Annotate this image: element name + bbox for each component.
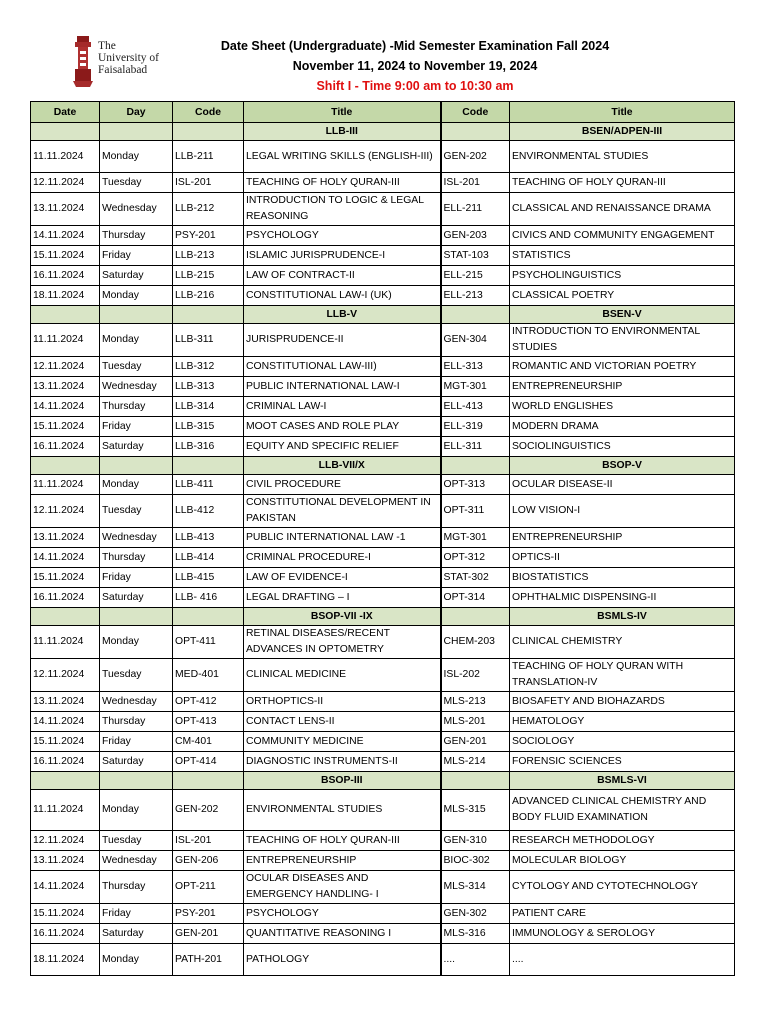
exam-day: Monday xyxy=(100,626,173,659)
course-code-right: MGT-301 xyxy=(441,377,510,397)
section-blank-cell xyxy=(441,608,510,626)
course-code-right: MGT-301 xyxy=(441,528,510,548)
exam-day: Wednesday xyxy=(100,851,173,871)
section-blank-cell xyxy=(31,123,100,141)
section-program-left: LLB-V xyxy=(244,306,441,324)
course-code: OPT-412 xyxy=(173,692,244,712)
exam-day: Monday xyxy=(100,475,173,495)
table-row xyxy=(31,752,735,772)
section-blank-cell xyxy=(100,608,173,626)
table-header-row xyxy=(31,102,735,123)
exam-day: Monday xyxy=(100,141,173,173)
course-title-right: BIOSTATISTICS xyxy=(510,568,735,588)
course-code-right: STAT-103 xyxy=(441,246,510,266)
course-code-right: MLS-213 xyxy=(441,692,510,712)
exam-date: 16.11.2024 xyxy=(31,752,100,772)
university-logo xyxy=(70,34,180,90)
course-title: ENVIRONMENTAL STUDIES xyxy=(244,790,441,831)
course-title-right: WORLD ENGLISHES xyxy=(510,397,735,417)
course-code: LLB-412 xyxy=(173,495,244,528)
table-row xyxy=(31,851,735,871)
section-blank-cell xyxy=(31,457,100,475)
exam-date: 15.11.2024 xyxy=(31,904,100,924)
course-title: LAW OF CONTRACT-II xyxy=(244,266,441,286)
exam-day: Wednesday xyxy=(100,692,173,712)
course-code: PSY-201 xyxy=(173,226,244,246)
section-blank-cell xyxy=(100,123,173,141)
exam-date: 13.11.2024 xyxy=(31,692,100,712)
course-title-right: OPTICS-II xyxy=(510,548,735,568)
course-code: LLB-415 xyxy=(173,568,244,588)
course-title-right: IMMUNOLOGY & SEROLOGY xyxy=(510,924,735,944)
exam-date: 13.11.2024 xyxy=(31,528,100,548)
exam-date: 11.11.2024 xyxy=(31,790,100,831)
exam-date: 13.11.2024 xyxy=(31,851,100,871)
exam-day: Saturday xyxy=(100,266,173,286)
table-row xyxy=(31,357,735,377)
exam-day: Monday xyxy=(100,790,173,831)
course-code-right: ELL-211 xyxy=(441,193,510,226)
section-program-left: BSOP-III xyxy=(244,772,441,790)
course-code-right: GEN-310 xyxy=(441,831,510,851)
exam-date: 11.11.2024 xyxy=(31,626,100,659)
table-body xyxy=(31,123,735,976)
shift-label: Shift I - Time 9:00 am to 10:30 am xyxy=(316,79,514,93)
exam-date: 18.11.2024 xyxy=(31,286,100,306)
course-code-right: ELL-413 xyxy=(441,397,510,417)
course-code: GEN-201 xyxy=(173,924,244,944)
exam-date: 11.11.2024 xyxy=(31,141,100,173)
course-title: CONTACT LENS-II xyxy=(244,712,441,732)
table-row xyxy=(31,871,735,904)
course-title: PATHOLOGY xyxy=(244,944,441,976)
course-title: DIAGNOSTIC INSTRUMENTS-II xyxy=(244,752,441,772)
course-code-right: ELL-215 xyxy=(441,266,510,286)
course-title: ENTREPRENEURSHIP xyxy=(244,851,441,871)
course-title: OCULAR DISEASES AND EMERGENCY HANDLING- I xyxy=(244,871,441,904)
exam-date: 12.11.2024 xyxy=(31,495,100,528)
course-title-right: STATISTICS xyxy=(510,246,735,266)
course-title-right: PATIENT CARE xyxy=(510,904,735,924)
section-header-row xyxy=(31,772,735,790)
course-code-right: MLS-316 xyxy=(441,924,510,944)
table-row xyxy=(31,266,735,286)
course-title-right: CLINICAL CHEMISTRY xyxy=(510,626,735,659)
exam-date: 12.11.2024 xyxy=(31,659,100,692)
course-title-right: ADVANCED CLINICAL CHEMISTRY AND BODY FLUID EXAMINATION xyxy=(510,790,735,831)
course-code-right: MLS-314 xyxy=(441,871,510,904)
course-code: LLB-216 xyxy=(173,286,244,306)
table-row xyxy=(31,377,735,397)
exam-date: 16.11.2024 xyxy=(31,924,100,944)
course-title-right: TEACHING OF HOLY QURAN-III xyxy=(510,173,735,193)
course-code: LLB-213 xyxy=(173,246,244,266)
exam-date: 18.11.2024 xyxy=(31,944,100,976)
course-code: LLB-313 xyxy=(173,377,244,397)
course-title: CONSTITUTIONAL LAW-III) xyxy=(244,357,441,377)
exam-date: 16.11.2024 xyxy=(31,266,100,286)
table-row xyxy=(31,712,735,732)
section-program-right: BSEN/ADPEN-III xyxy=(510,123,735,141)
exam-date: 14.11.2024 xyxy=(31,871,100,904)
exam-date: 14.11.2024 xyxy=(31,397,100,417)
exam-day: Friday xyxy=(100,568,173,588)
table-row xyxy=(31,246,735,266)
course-title: PUBLIC INTERNATIONAL LAW -1 xyxy=(244,528,441,548)
course-code: LLB-215 xyxy=(173,266,244,286)
course-code-right: MLS-214 xyxy=(441,752,510,772)
course-title-right: HEMATOLOGY xyxy=(510,712,735,732)
table-row xyxy=(31,141,735,173)
section-program-right: BSMLS-IV xyxy=(510,608,735,626)
course-title-right: RESEARCH METHODOLOGY xyxy=(510,831,735,851)
exam-date: 11.11.2024 xyxy=(31,324,100,357)
section-blank-cell xyxy=(173,457,244,475)
exam-date: 15.11.2024 xyxy=(31,417,100,437)
col-header-code-right: Code xyxy=(441,102,510,123)
exam-date: 14.11.2024 xyxy=(31,548,100,568)
course-code: LLB-312 xyxy=(173,357,244,377)
course-code-right: GEN-203 xyxy=(441,226,510,246)
exam-day: Wednesday xyxy=(100,377,173,397)
course-title: COMMUNITY MEDICINE xyxy=(244,732,441,752)
exam-date: 14.11.2024 xyxy=(31,712,100,732)
course-code-right: OPT-312 xyxy=(441,548,510,568)
course-title: CLINICAL MEDICINE xyxy=(244,659,441,692)
section-blank-cell xyxy=(441,123,510,141)
section-blank-cell xyxy=(173,306,244,324)
course-code: PATH-201 xyxy=(173,944,244,976)
course-code-right: BIOC-302 xyxy=(441,851,510,871)
exam-date: 13.11.2024 xyxy=(31,193,100,226)
course-title-right: TEACHING OF HOLY QURAN WITH TRANSLATION-IV xyxy=(510,659,735,692)
section-header-row xyxy=(31,457,735,475)
course-code: MED-401 xyxy=(173,659,244,692)
course-code-right: ELL-311 xyxy=(441,437,510,457)
exam-day: Thursday xyxy=(100,548,173,568)
exam-date: 15.11.2024 xyxy=(31,246,100,266)
table-row xyxy=(31,397,735,417)
course-title: ISLAMIC JURISPRUDENCE-I xyxy=(244,246,441,266)
course-title-right: BIOSAFETY AND BIOHAZARDS xyxy=(510,692,735,712)
exam-day: Saturday xyxy=(100,924,173,944)
table-row xyxy=(31,924,735,944)
course-code-right: GEN-201 xyxy=(441,732,510,752)
table-row xyxy=(31,286,735,306)
table-row xyxy=(31,692,735,712)
course-code: OPT-211 xyxy=(173,871,244,904)
section-blank-cell xyxy=(100,457,173,475)
page-header xyxy=(170,36,660,96)
course-code: OPT-414 xyxy=(173,752,244,772)
exam-date: 16.11.2024 xyxy=(31,588,100,608)
table-row xyxy=(31,568,735,588)
course-title: CRIMINAL PROCEDURE-I xyxy=(244,548,441,568)
table-row xyxy=(31,226,735,246)
course-title: CIVIL PROCEDURE xyxy=(244,475,441,495)
exam-date: 13.11.2024 xyxy=(31,377,100,397)
course-code: OPT-413 xyxy=(173,712,244,732)
exam-date: 12.11.2024 xyxy=(31,357,100,377)
course-code: CM-401 xyxy=(173,732,244,752)
section-program-left: LLB-III xyxy=(244,123,441,141)
course-title-right: CIVICS AND COMMUNITY ENGAGEMENT xyxy=(510,226,735,246)
exam-day: Monday xyxy=(100,286,173,306)
section-blank-cell xyxy=(31,772,100,790)
course-code-right: MLS-315 xyxy=(441,790,510,831)
exam-day: Thursday xyxy=(100,871,173,904)
section-blank-cell xyxy=(173,608,244,626)
course-title: PSYCHOLOGY xyxy=(244,904,441,924)
course-code: LLB-413 xyxy=(173,528,244,548)
course-title: TEACHING OF HOLY QURAN-III xyxy=(244,831,441,851)
course-code-right: OPT-313 xyxy=(441,475,510,495)
table-row xyxy=(31,659,735,692)
section-header-row xyxy=(31,123,735,141)
table-row xyxy=(31,831,735,851)
course-title: CRIMINAL LAW-I xyxy=(244,397,441,417)
course-code: PSY-201 xyxy=(173,904,244,924)
course-code: LLB-315 xyxy=(173,417,244,437)
course-title-right: OCULAR DISEASE-II xyxy=(510,475,735,495)
course-title: QUANTITATIVE REASONING I xyxy=(244,924,441,944)
col-header-day: Day xyxy=(100,102,173,123)
course-title-right: ENTREPRENEURSHIP xyxy=(510,528,735,548)
course-code: LLB- 416 xyxy=(173,588,244,608)
course-code: LLB-414 xyxy=(173,548,244,568)
section-program-left: LLB-VII/X xyxy=(244,457,441,475)
course-title-right: ENTREPRENEURSHIP xyxy=(510,377,735,397)
course-title-right: CLASSICAL AND RENAISSANCE DRAMA xyxy=(510,193,735,226)
exam-date: 11.11.2024 xyxy=(31,475,100,495)
course-code: LLB-211 xyxy=(173,141,244,173)
exam-day: Wednesday xyxy=(100,193,173,226)
table-row xyxy=(31,417,735,437)
section-header-row xyxy=(31,306,735,324)
exam-day: Thursday xyxy=(100,397,173,417)
course-code-right: CHEM-203 xyxy=(441,626,510,659)
section-blank-cell xyxy=(31,306,100,324)
date-sheet-table xyxy=(30,101,735,976)
table-row xyxy=(31,437,735,457)
exam-day: Tuesday xyxy=(100,357,173,377)
course-title-right: FORENSIC SCIENCES xyxy=(510,752,735,772)
course-title-right: .... xyxy=(510,944,735,976)
table-row xyxy=(31,528,735,548)
course-title: PSYCHOLOGY xyxy=(244,226,441,246)
col-header-title-right: Title xyxy=(510,102,735,123)
section-program-left: BSOP-VII -IX xyxy=(244,608,441,626)
course-title: RETINAL DISEASES/RECENT ADVANCES IN OPTOMETRY xyxy=(244,626,441,659)
section-program-right: BSMLS-VI xyxy=(510,772,735,790)
exam-day: Saturday xyxy=(100,752,173,772)
course-code: LLB-311 xyxy=(173,324,244,357)
exam-day: Saturday xyxy=(100,588,173,608)
course-code: LLB-411 xyxy=(173,475,244,495)
table-row xyxy=(31,495,735,528)
course-title-right: OPHTHALMIC DISPENSING-II xyxy=(510,588,735,608)
table-row xyxy=(31,790,735,831)
course-title-right: MODERN DRAMA xyxy=(510,417,735,437)
exam-day: Tuesday xyxy=(100,831,173,851)
exam-day: Friday xyxy=(100,417,173,437)
col-header-title: Title xyxy=(244,102,441,123)
course-title: ORTHOPTICS-II xyxy=(244,692,441,712)
table-row xyxy=(31,475,735,495)
exam-day: Tuesday xyxy=(100,495,173,528)
exam-day: Friday xyxy=(100,246,173,266)
course-code: GEN-206 xyxy=(173,851,244,871)
course-title: CONSTITUTIONAL LAW-I (UK) xyxy=(244,286,441,306)
course-title-right: INTRODUCTION TO ENVIRONMENTAL STUDIES xyxy=(510,324,735,357)
course-title: LAW OF EVIDENCE-I xyxy=(244,568,441,588)
course-code-right: ELL-319 xyxy=(441,417,510,437)
section-blank-cell xyxy=(100,306,173,324)
course-code-right: GEN-304 xyxy=(441,324,510,357)
exam-day: Friday xyxy=(100,904,173,924)
course-title: LEGAL WRITING SKILLS (ENGLISH-III) xyxy=(244,141,441,173)
table-row xyxy=(31,548,735,568)
exam-date: 12.11.2024 xyxy=(31,173,100,193)
table-row xyxy=(31,173,735,193)
course-title-right: LOW VISION-I xyxy=(510,495,735,528)
section-program-right: BSOP-V xyxy=(510,457,735,475)
table-row xyxy=(31,588,735,608)
course-code: ISL-201 xyxy=(173,831,244,851)
course-code: LLB-316 xyxy=(173,437,244,457)
course-code-right: OPT-314 xyxy=(441,588,510,608)
section-blank-cell xyxy=(441,306,510,324)
section-blank-cell xyxy=(173,772,244,790)
exam-date: 16.11.2024 xyxy=(31,437,100,457)
course-code: LLB-314 xyxy=(173,397,244,417)
course-title: MOOT CASES AND ROLE PLAY xyxy=(244,417,441,437)
exam-day: Tuesday xyxy=(100,659,173,692)
course-title-right: CLASSICAL POETRY xyxy=(510,286,735,306)
table-row xyxy=(31,904,735,924)
section-blank-cell xyxy=(441,772,510,790)
course-title-right: MOLECULAR BIOLOGY xyxy=(510,851,735,871)
section-header-row xyxy=(31,608,735,626)
section-blank-cell xyxy=(173,123,244,141)
course-code-right: ISL-201 xyxy=(441,173,510,193)
course-code-right: GEN-202 xyxy=(441,141,510,173)
course-code-right: ELL-213 xyxy=(441,286,510,306)
exam-date: 15.11.2024 xyxy=(31,568,100,588)
course-title-right: CYTOLOGY AND CYTOTECHNOLOGY xyxy=(510,871,735,904)
course-code: ISL-201 xyxy=(173,173,244,193)
course-title: LEGAL DRAFTING – I xyxy=(244,588,441,608)
exam-day: Monday xyxy=(100,324,173,357)
course-code-right: GEN-302 xyxy=(441,904,510,924)
course-code: LLB-212 xyxy=(173,193,244,226)
exam-day: Saturday xyxy=(100,437,173,457)
tower-emblem-icon xyxy=(70,34,96,88)
course-code-right: ISL-202 xyxy=(441,659,510,692)
exam-date: 14.11.2024 xyxy=(31,226,100,246)
course-title: EQUITY AND SPECIFIC RELIEF xyxy=(244,437,441,457)
course-title: CONSTITUTIONAL DEVELOPMENT IN PAKISTAN xyxy=(244,495,441,528)
date-range: November 11, 2024 to November 19, 2024 xyxy=(292,59,538,73)
course-title: TEACHING OF HOLY QURAN-III xyxy=(244,173,441,193)
course-code-right: ELL-313 xyxy=(441,357,510,377)
exam-day: Wednesday xyxy=(100,528,173,548)
section-program-right: BSEN-V xyxy=(510,306,735,324)
course-title-right: ENVIRONMENTAL STUDIES xyxy=(510,141,735,173)
page-title: Date Sheet (Undergraduate) -Mid Semester Examination Fall 2024 xyxy=(220,39,610,53)
exam-day: Monday xyxy=(100,944,173,976)
course-title-right: SOCIOLINGUISTICS xyxy=(510,437,735,457)
exam-day: Friday xyxy=(100,732,173,752)
exam-day: Thursday xyxy=(100,226,173,246)
logo-text: The University of Faisalabad xyxy=(98,40,160,76)
course-title: PUBLIC INTERNATIONAL LAW-I xyxy=(244,377,441,397)
table-row xyxy=(31,944,735,976)
course-code: OPT-411 xyxy=(173,626,244,659)
course-title-right: SOCIOLOGY xyxy=(510,732,735,752)
course-title-right: ROMANTIC AND VICTORIAN POETRY xyxy=(510,357,735,377)
col-header-date: Date xyxy=(31,102,100,123)
exam-date: 15.11.2024 xyxy=(31,732,100,752)
table-row xyxy=(31,732,735,752)
course-code-right: MLS-201 xyxy=(441,712,510,732)
table-row xyxy=(31,626,735,659)
course-code-right: STAT-302 xyxy=(441,568,510,588)
exam-day: Tuesday xyxy=(100,173,173,193)
course-title: INTRODUCTION TO LOGIC & LEGAL REASONING xyxy=(244,193,441,226)
course-title-right: PSYCHOLINGUISTICS xyxy=(510,266,735,286)
exam-date: 12.11.2024 xyxy=(31,831,100,851)
exam-day: Thursday xyxy=(100,712,173,732)
col-header-code: Code xyxy=(173,102,244,123)
section-blank-cell xyxy=(100,772,173,790)
course-code-right: OPT-311 xyxy=(441,495,510,528)
table-row xyxy=(31,193,735,226)
table-row xyxy=(31,324,735,357)
course-title: JURISPRUDENCE-II xyxy=(244,324,441,357)
section-blank-cell xyxy=(441,457,510,475)
course-code: GEN-202 xyxy=(173,790,244,831)
section-blank-cell xyxy=(31,608,100,626)
course-code-right: .... xyxy=(441,944,510,976)
